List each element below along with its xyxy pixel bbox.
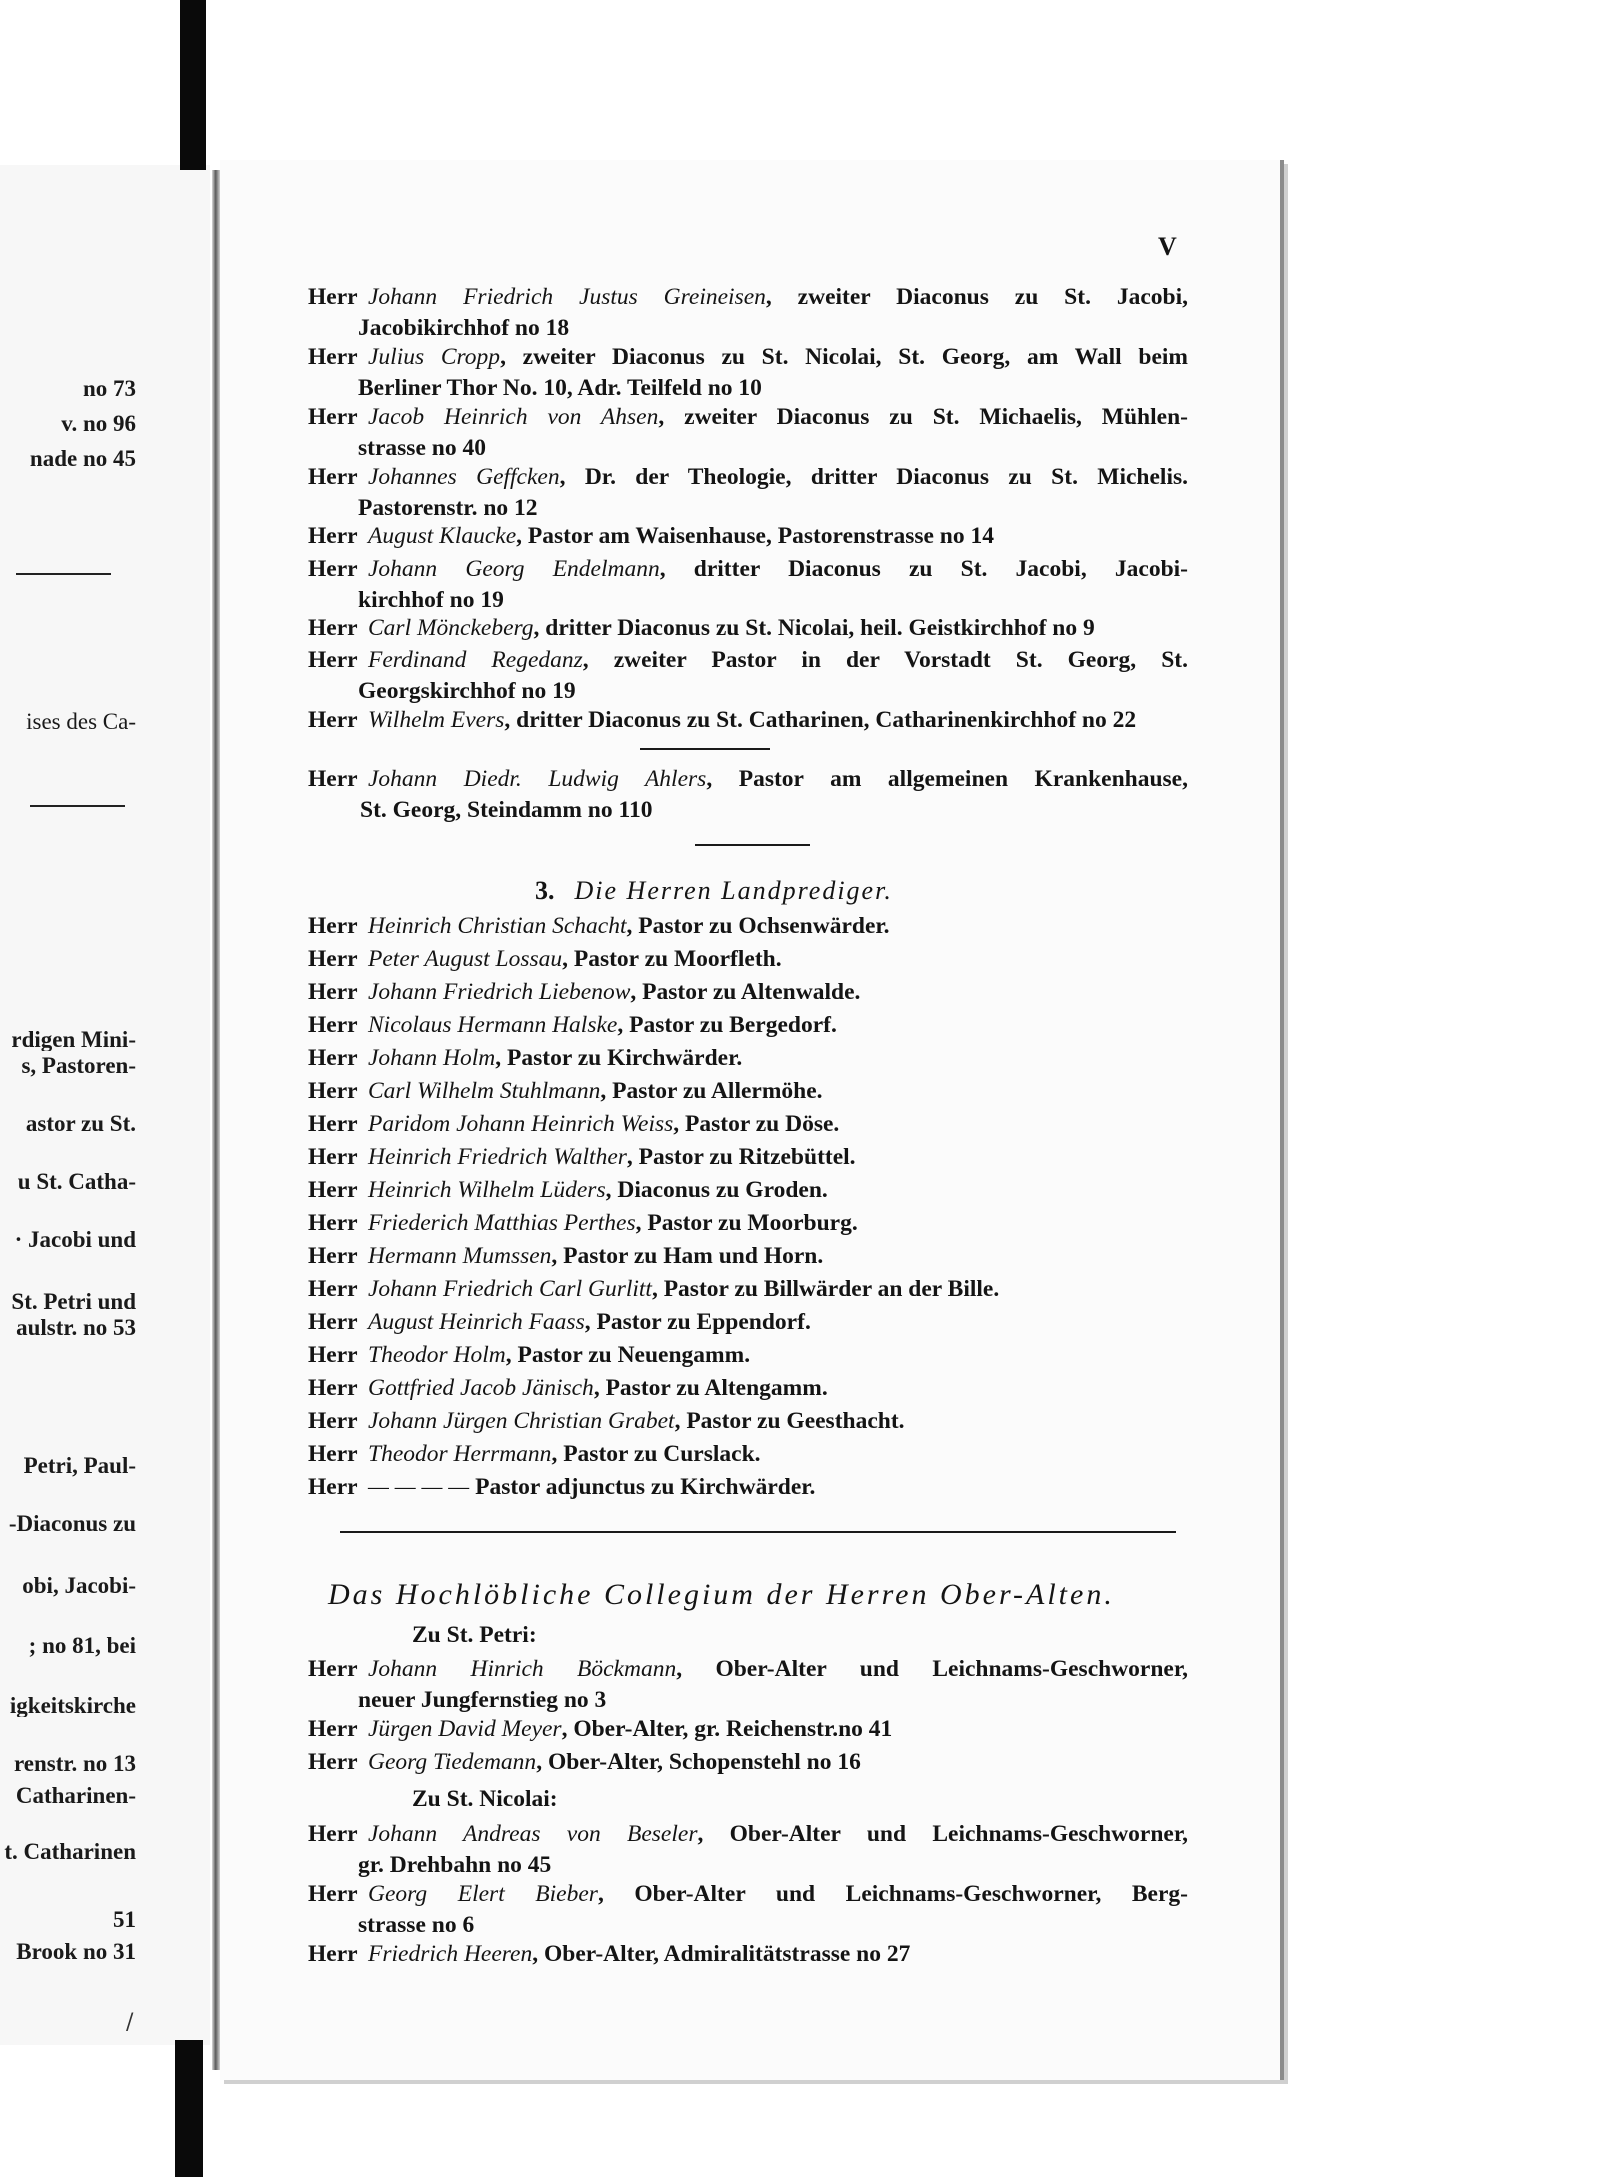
herr-label: Herr <box>308 1144 358 1170</box>
left-fragment: v. no 96 <box>61 412 136 435</box>
entry <box>308 1307 1188 1338</box>
person-name: Georg Tiedemann <box>368 1749 537 1775</box>
herr-label: Herr <box>308 1821 358 1847</box>
herr-label: Herr <box>308 344 358 370</box>
herr-label: Herr <box>308 1243 358 1269</box>
entry <box>308 613 1188 644</box>
left-fragment: · Jacobi und <box>14 1228 136 1251</box>
herr-label: Herr <box>308 1408 358 1434</box>
left-fragment: ; no 81, bei <box>28 1634 136 1657</box>
person-name: Gottfried Jacob Jänisch <box>368 1375 594 1401</box>
herr-label: Herr <box>308 615 358 641</box>
left-fragment: renstr. no 13 <box>13 1752 136 1775</box>
short-rule <box>640 748 770 750</box>
entry-details: , dritter Diaconus zu St. Nicolai, heil. Geistkirchhof no 9 <box>533 615 1095 641</box>
entry-details: , Pastor zu Allermöhe. <box>600 1078 823 1104</box>
entry-details: , Diaconus zu Groden. <box>605 1177 828 1203</box>
entry-details: , Dr. der Theologie, dritter Diaconus zu St. Michelis. <box>559 464 1189 490</box>
entry <box>308 1109 1188 1140</box>
entry-details: , Pastor zu Ritzebüttel. <box>626 1144 856 1170</box>
entry-continuation: strasse no 40 <box>358 435 486 461</box>
collegium-title: Das Hochlöbliche Collegium der Herren Ober-Alten. <box>328 1578 1115 1611</box>
left-fragment: s, Pastoren- <box>21 1054 136 1077</box>
scan-border-top <box>180 0 206 170</box>
left-fragment: St. Petri und <box>11 1290 136 1313</box>
person-name: Jacob Heinrich von Ahsen <box>368 404 659 430</box>
section-heading-landprediger <box>535 876 893 906</box>
entry-details: Pastor adjunctus zu Kirchwärder. <box>469 1474 816 1500</box>
entry <box>308 1373 1188 1404</box>
entry <box>308 1714 1188 1745</box>
entry-details: , Pastor zu Curslack. <box>551 1441 761 1467</box>
herr-label: Herr <box>308 1941 358 1967</box>
herr-label: Herr <box>308 647 358 673</box>
herr-label: Herr <box>308 913 358 939</box>
entry <box>308 977 1188 1008</box>
entry-details: , zweiter Diaconus zu St. Michaelis, Mühlen- <box>658 404 1188 430</box>
herr-label: Herr <box>308 404 358 430</box>
herr-label: Herr <box>308 1276 358 1302</box>
entry-continuation: strasse no 6 <box>358 1912 475 1938</box>
left-fragment: ises des Ca- <box>26 710 136 733</box>
herr-label: Herr <box>308 707 358 733</box>
left-rule <box>16 573 111 575</box>
scan-border-bottom <box>175 2040 203 2177</box>
entry-details: , Pastor zu Altengamm. <box>593 1375 828 1401</box>
herr-label: Herr <box>308 979 358 1005</box>
person-name: Carl Wilhelm Stuhlmann <box>368 1078 601 1104</box>
left-fragment: aulstr. no 53 <box>16 1316 136 1339</box>
entry-details: , dritter Diaconus zu St. Jacobi, Jacobi- <box>659 556 1188 582</box>
entry-details: , dritter Diaconus zu St. Catharinen, Catharinenkirchhof no 22 <box>504 707 1137 733</box>
herr-label: Herr <box>308 1749 358 1775</box>
entry <box>308 1076 1188 1107</box>
herr-label: Herr <box>308 946 358 972</box>
entry-continuation: Jacobikirchhof no 18 <box>358 315 570 341</box>
herr-label: Herr <box>308 523 358 549</box>
person-name: Heinrich Friedrich Walther <box>368 1144 627 1170</box>
entry-continuation: Georgskirchhof no 19 <box>358 678 576 704</box>
entry-details: , Pastor zu Bergedorf. <box>617 1012 837 1038</box>
left-fragment: no 73 <box>82 377 136 400</box>
left-rule <box>30 805 125 807</box>
entry <box>308 1406 1188 1437</box>
herr-label: Herr <box>308 1375 358 1401</box>
entry-details: , Ober-Alter, gr. Reichenstr.no 41 <box>561 1716 893 1742</box>
person-name: Johann Hinrich Böckmann <box>368 1656 677 1682</box>
entry <box>308 1472 1188 1503</box>
person-name: Theodor Holm <box>368 1342 506 1368</box>
entry <box>308 1241 1188 1272</box>
herr-label: Herr <box>308 1078 358 1104</box>
entry-ahlers <box>308 764 1188 826</box>
subheading-st-nicolai: Zu St. Nicolai: <box>412 1786 558 1812</box>
entry-continuation: St. Georg, Steindamm no 110 <box>360 797 653 823</box>
person-name: Johannes Geffcken <box>368 464 560 490</box>
herr-label: Herr <box>308 1045 358 1071</box>
entry <box>308 462 1188 524</box>
entry-continuation: Pastorenstr. no 12 <box>358 495 538 521</box>
left-fragment: Petri, Paul- <box>23 1454 136 1477</box>
entry <box>308 1654 1188 1716</box>
person-name: Johann Georg Endelmann <box>368 556 660 582</box>
herr-label: Herr <box>308 1716 358 1742</box>
entry <box>308 1340 1188 1371</box>
herr-label: Herr <box>308 1111 358 1137</box>
person-name: Johann Diedr. Ludwig Ahlers <box>368 766 707 792</box>
herr-label: Herr <box>308 1309 358 1335</box>
entry <box>308 1208 1188 1239</box>
entry-details: , Ober-Alter und Leichnams-Geschworner, <box>697 1821 1188 1847</box>
entry-details: , Pastor zu Neuengamm. <box>505 1342 751 1368</box>
entry-details: , zweiter Diaconus zu St. Jacobi, <box>765 284 1188 310</box>
person-name: Heinrich Wilhelm Lüders <box>368 1177 606 1203</box>
person-name: — — — — <box>368 1474 470 1500</box>
entry-details: , Pastor zu Billwärder an der Bille. <box>651 1276 1000 1302</box>
short-rule <box>695 844 810 846</box>
herr-label: Herr <box>308 556 358 582</box>
entry-details: , Pastor am Waisenhause, Pastorenstrasse no 14 <box>516 523 995 549</box>
herr-label: Herr <box>308 766 358 792</box>
person-name: August Heinrich Faass <box>368 1309 585 1335</box>
herr-label: Herr <box>308 1177 358 1203</box>
entry <box>308 911 1188 942</box>
entry <box>308 1939 1188 1970</box>
entry-continuation: Berliner Thor No. 10, Adr. Teilfeld no 10 <box>358 375 762 401</box>
entry <box>308 402 1188 464</box>
entry <box>308 1274 1188 1305</box>
page-number: V <box>1158 232 1177 261</box>
left-fragment: u St. Catha- <box>17 1170 136 1193</box>
entry-details: , Pastor zu Ochsenwärder. <box>626 913 890 939</box>
entry-continuation: gr. Drehbahn no 45 <box>358 1852 552 1878</box>
person-name: Theodor Herrmann <box>368 1441 552 1467</box>
pencil-mark: / <box>126 2010 134 2035</box>
section-title: Die Herren Landprediger. <box>574 876 893 905</box>
left-fragment: obi, Jacobi- <box>22 1574 136 1597</box>
left-fragment: Brook no 31 <box>16 1940 136 1963</box>
left-fragment: astor zu St. <box>25 1112 136 1135</box>
person-name: Jürgen David Meyer <box>368 1716 562 1742</box>
entry-details: , Pastor zu Eppendorf. <box>584 1309 811 1335</box>
left-fragment: igkeitskirche <box>9 1694 136 1717</box>
herr-label: Herr <box>308 284 358 310</box>
entry-details: , Pastor zu Kirchwärder. <box>495 1045 743 1071</box>
entry-details: , Pastor zu Döse. <box>673 1111 840 1137</box>
entry-details: , Pastor am allgemeinen Krankenhause, <box>706 766 1188 792</box>
entry-details: , zweiter Diaconus zu St. Nicolai, St. Georg, am Wall beim <box>500 344 1188 370</box>
section-number: 3. <box>535 876 555 905</box>
entry <box>308 1819 1188 1881</box>
person-name: Johann Andreas von Beseler <box>368 1821 698 1847</box>
person-name: Paridom Johann Heinrich Weiss <box>368 1111 674 1137</box>
herr-label: Herr <box>308 464 358 490</box>
person-name: Nicolaus Hermann Halske <box>368 1012 618 1038</box>
left-fragment: nade no 45 <box>29 447 136 470</box>
left-fragment: Catharinen- <box>15 1784 136 1807</box>
entry <box>308 1043 1188 1074</box>
entry <box>308 1175 1188 1206</box>
entry-details: , Ober-Alter, Admiralitätstrasse no 27 <box>532 1941 911 1967</box>
entry-details: , Pastor zu Ham und Horn. <box>551 1243 824 1269</box>
entry <box>308 342 1188 404</box>
herr-label: Herr <box>308 1881 358 1907</box>
person-name: Ferdinand Regedanz <box>368 647 583 673</box>
person-name: Johann Jürgen Christian Grabet <box>368 1408 675 1434</box>
entry-details: , Pastor zu Altenwalde. <box>630 979 861 1005</box>
person-name: Johann Friedrich Justus Greineisen <box>368 284 766 310</box>
person-name: Johann Friedrich Liebenow <box>368 979 631 1005</box>
entry <box>308 1142 1188 1173</box>
herr-label: Herr <box>308 1210 358 1236</box>
entry-details: , Ober-Alter und Leichnams-Geschworner, <box>676 1656 1188 1682</box>
herr-label: Herr <box>308 1012 358 1038</box>
person-name: August Klaucke <box>368 523 517 549</box>
herr-label: Herr <box>308 1342 358 1368</box>
left-fragment: -Diaconus zu <box>8 1512 136 1535</box>
person-name: Wilhelm Evers <box>368 707 505 733</box>
person-name: Georg Elert Bieber <box>368 1881 598 1907</box>
person-name: Peter August Lossau <box>368 946 563 972</box>
entry-details: , Pastor zu Moorfleth. <box>562 946 782 972</box>
herr-label: Herr <box>308 1656 358 1682</box>
entry <box>308 282 1188 344</box>
entry-details: , Ober-Alter, Schopenstehl no 16 <box>536 1749 861 1775</box>
book-spine <box>212 170 220 2070</box>
left-fragment: rdigen Mini- <box>11 1028 136 1051</box>
left-fragment: t. Catharinen <box>4 1840 136 1863</box>
herr-label: Herr <box>308 1441 358 1467</box>
entry-details: , Ober-Alter und Leichnams-Geschworner, Berg- <box>597 1881 1188 1907</box>
entry-details: , Pastor zu Geesthacht. <box>674 1408 905 1434</box>
entry-continuation: neuer Jungfernstieg no 3 <box>358 1687 607 1713</box>
person-name: Johann Holm <box>368 1045 496 1071</box>
entry <box>308 1747 1188 1778</box>
entry <box>308 554 1188 616</box>
long-rule <box>340 1531 1176 1533</box>
entry <box>308 521 1188 552</box>
person-name: Carl Mönckeberg <box>368 615 534 641</box>
entry <box>308 705 1188 736</box>
left-fragment: 51 <box>113 1908 136 1931</box>
entry <box>308 1010 1188 1041</box>
entry-details: , Pastor zu Moorburg. <box>635 1210 858 1236</box>
person-name: Hermann Mumssen <box>368 1243 552 1269</box>
entry <box>308 944 1188 975</box>
entry-details: , zweiter Pastor in der Vorstadt St. Georg, St. <box>582 647 1188 673</box>
person-name: Heinrich Christian Schacht <box>368 913 627 939</box>
person-name: Johann Friedrich Carl Gurlitt <box>368 1276 652 1302</box>
person-name: Julius Cropp <box>368 344 501 370</box>
person-name: Friederich Matthias Perthes <box>368 1210 636 1236</box>
entry-continuation: kirchhof no 19 <box>358 587 504 613</box>
subheading-st-petri: Zu St. Petri: <box>412 1622 537 1648</box>
herr-label: Herr <box>308 1474 358 1500</box>
entry <box>308 1439 1188 1470</box>
person-name: Friedrich Heeren <box>368 1941 533 1967</box>
entry <box>308 645 1188 707</box>
entry <box>308 1879 1188 1941</box>
